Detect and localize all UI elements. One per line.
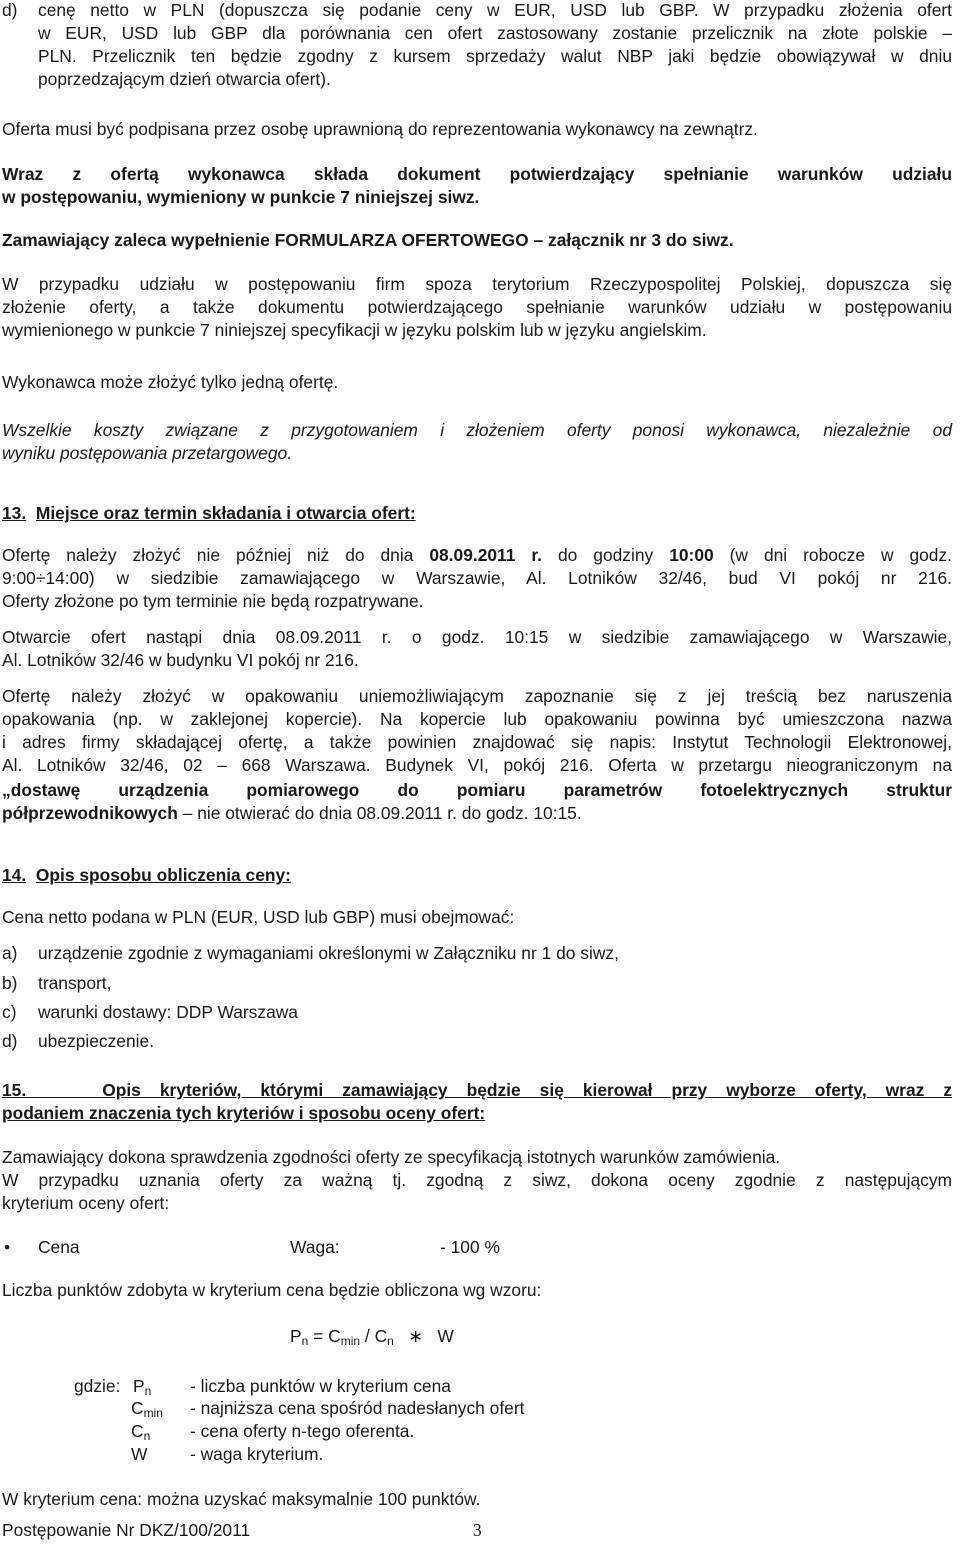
legend-description: - waga kryterium. (190, 1444, 324, 1464)
section-14-heading (2, 864, 291, 887)
legend-where-label: gdzie: (74, 1376, 121, 1396)
paragraph-line: Oferty złożone po tym terminie nie będą rozpatrywane. (2, 591, 424, 611)
paragraph-line: 9:00÷14:00) w siedzibie zamawiającego w Warszawie, Al. Lotników 32/46, bud VI pokój nr 216. (2, 568, 952, 588)
legend-symbol: $C_{min}$ (131, 1398, 163, 1420)
list-marker: a) (2, 943, 18, 963)
paragraph-bold-line: Wraz z ofertą wykonawca składa dokument potwierdzający spełnianie warunków udziału (2, 164, 952, 184)
paragraph-italic-line: Wszelkie koszty związane z przygotowaniem i złożeniem oferty ponosi wykonawca, niezależnie od (2, 420, 952, 440)
paragraph-verification: Zamawiający dokona sprawdzenia zgodności oferty ze specyfikacją istotnych warunków zamówienia. (2, 1147, 781, 1167)
paragraph-signature: Oferta musi być podpisana przez osobę uprawnioną do reprezentowania wykonawcy na zewnątrz. (2, 119, 758, 139)
paragraph-line: Otwarcie ofert nastąpi dnia 08.09.2011 r. o godz. 10:15 w siedzibie zamawiającego w Warszawie, (2, 627, 952, 647)
list-item: urządzenie zgodnie z wymaganiami określonymi w Załączniku nr 1 do siwz, (38, 943, 619, 963)
list-item: ubezpieczenie. (38, 1031, 155, 1051)
list-marker: c) (2, 1002, 17, 1022)
paragraph-line: Al. Lotników 32/46, 02 – 668 Warszawa. Budynek VI, pokój 216. Oferta w przetargu nieograniczonym na (2, 755, 952, 775)
criterion-weight: - 100 % (440, 1237, 500, 1257)
section-title: Opis sposobu obliczenia ceny: (35, 865, 291, 885)
paragraph-line-bold: „dostawę urządzenia pomiarowego do pomiaru parametrów fotoelektrycznych struktur (2, 780, 952, 800)
deadline-date: 08.09.2011 r. (429, 545, 543, 565)
subject-bold: półprzewodnikowych (2, 803, 178, 823)
paragraph-line: poprzedzającym dzień otwarcia ofert). (38, 69, 331, 89)
section-title: Miejsce oraz termin składania i otwarcia ofert: (35, 503, 416, 523)
paragraph-line: W przypadku uznania oferty za ważną tj. zgodną z siwz, dokona oceny zgodnie z następującym (2, 1170, 952, 1190)
list-item: transport, (38, 973, 112, 993)
section-number: 15. (2, 1080, 27, 1100)
multiply-symbol: ∗ (408, 1326, 423, 1346)
paragraph-italic-line: wyniku postępowania przetargowego. (2, 443, 293, 463)
page-number: 3 (473, 1520, 482, 1540)
paragraph-formula-intro: Liczba punktów zdobyta w kryterium cena będzie obliczona wg wzoru: (2, 1280, 542, 1300)
paragraph-max-points: W kryterium cena: można uzyskać maksymalnie 100 punktów. (2, 1489, 481, 1509)
paragraph-line: wymienionego w punkcie 7 niniejszej specyfikacji w języku polskim lub w języku angielskim. (2, 320, 707, 340)
deadline-time: 10:00 (669, 545, 714, 565)
section-13-heading (2, 502, 416, 525)
legend-symbol: $P_n$ (133, 1376, 152, 1398)
paragraph-line: kryterium oceny ofert: (2, 1193, 170, 1213)
section-title-line2: podaniem znaczenia tych kryteriów i sposobu oceny ofert: (2, 1103, 486, 1123)
legend-symbol: $C_n$ (131, 1421, 151, 1443)
paragraph-one-offer: Wykonawca może złożyć tylko jedną ofertę. (2, 372, 339, 392)
paragraph-line: opakowania (np. w zaklejonej kopercie). Na kopercie lub opakowaniu powinna być umieszczona nazwa (2, 709, 952, 729)
legend-description: - liczba punktów w kryterium cena (190, 1376, 451, 1396)
section-number: 13. (2, 503, 27, 523)
paragraph-line: złożenie oferty, a także dokumentu potwierdzającego spełnianie warunków udziału w postępowaniu (2, 297, 952, 317)
list-marker: d) (2, 1031, 18, 1051)
paragraph-line: półprzewodnikowych – nie otwierać do dnia 08.09.2011 r. do godz. 10:15. (2, 803, 582, 823)
paragraph-bold-line: w postępowaniu, wymieniony w punkcie 7 niniejszej siwz. (2, 187, 480, 207)
paragraph-line: PLN. Przelicznik ten będzie zgodny z kursem sprzedaży walut NBP jaki będzie obowiązywał w dniu (38, 46, 952, 66)
paragraph-price-intro: Cena netto podana w PLN (EUR, USD lub GBP) musi obejmować: (2, 907, 515, 927)
section-title: 15. Opis kryteriów, którymi zamawiający będzie się kierował przy wyborze oferty, wraz z (2, 1080, 953, 1100)
bullet-icon: • (4, 1237, 11, 1257)
legend-description: - najniższa cena spośród nadesłanych ofert (190, 1398, 525, 1418)
legend-description: - cena oferty n-tego oferenta. (190, 1421, 415, 1441)
paragraph-line: w EUR, USD lub GBP dla porównania cen ofert zastosowany zostanie przelicznik na złote polskie – (38, 23, 952, 43)
legend-symbol: W (131, 1444, 148, 1464)
paragraph-line: W przypadku udziału w postępowaniu firm spoza terytorium Rzeczypospolitej Polskiej, dopuszcza się (2, 274, 952, 294)
paragraph-form-recommendation: Zamawiający zaleca wypełnienie FORMULARZA OFERTOWEGO – załącznik nr 3 do siwz. (2, 230, 734, 250)
paragraph-line: Al. Lotników 32/46 w budynku VI pokój nr 216. (2, 650, 359, 670)
paragraph-line: cenę netto w PLN (dopuszcza się podanie ceny w EUR, USD lub GBP. W przypadku złożenia ofert (38, 0, 952, 20)
paragraph-line: i adres firmy składającej ofertę, a także powinien znajdować się napis: Instytut Technologii Elektronowej, (2, 732, 952, 752)
list-marker: b) (2, 973, 18, 993)
section-number: 14. (2, 865, 27, 885)
list-item: warunki dostawy: DDP Warszawa (38, 1002, 298, 1022)
price-formula: $P_n = C_{min} / C_n$ ∗ W (290, 1326, 454, 1348)
paragraph-line: Ofertę należy złożyć w opakowaniu uniemożliwiającym zapoznanie się z jej treścią bez naruszenia (2, 686, 952, 706)
paragraph-deadline: Ofertę należy złożyć nie później niż do dnia 08.09.2011 r. do godziny 10:00 (w dni robocze w godz. (2, 545, 953, 565)
list-marker: d) (2, 0, 18, 20)
criterion-name: Cena (38, 1237, 80, 1257)
footer-label: Postępowanie Nr DKZ/100/2011 (2, 1520, 251, 1540)
criterion-weight-label: Waga: (290, 1237, 340, 1257)
